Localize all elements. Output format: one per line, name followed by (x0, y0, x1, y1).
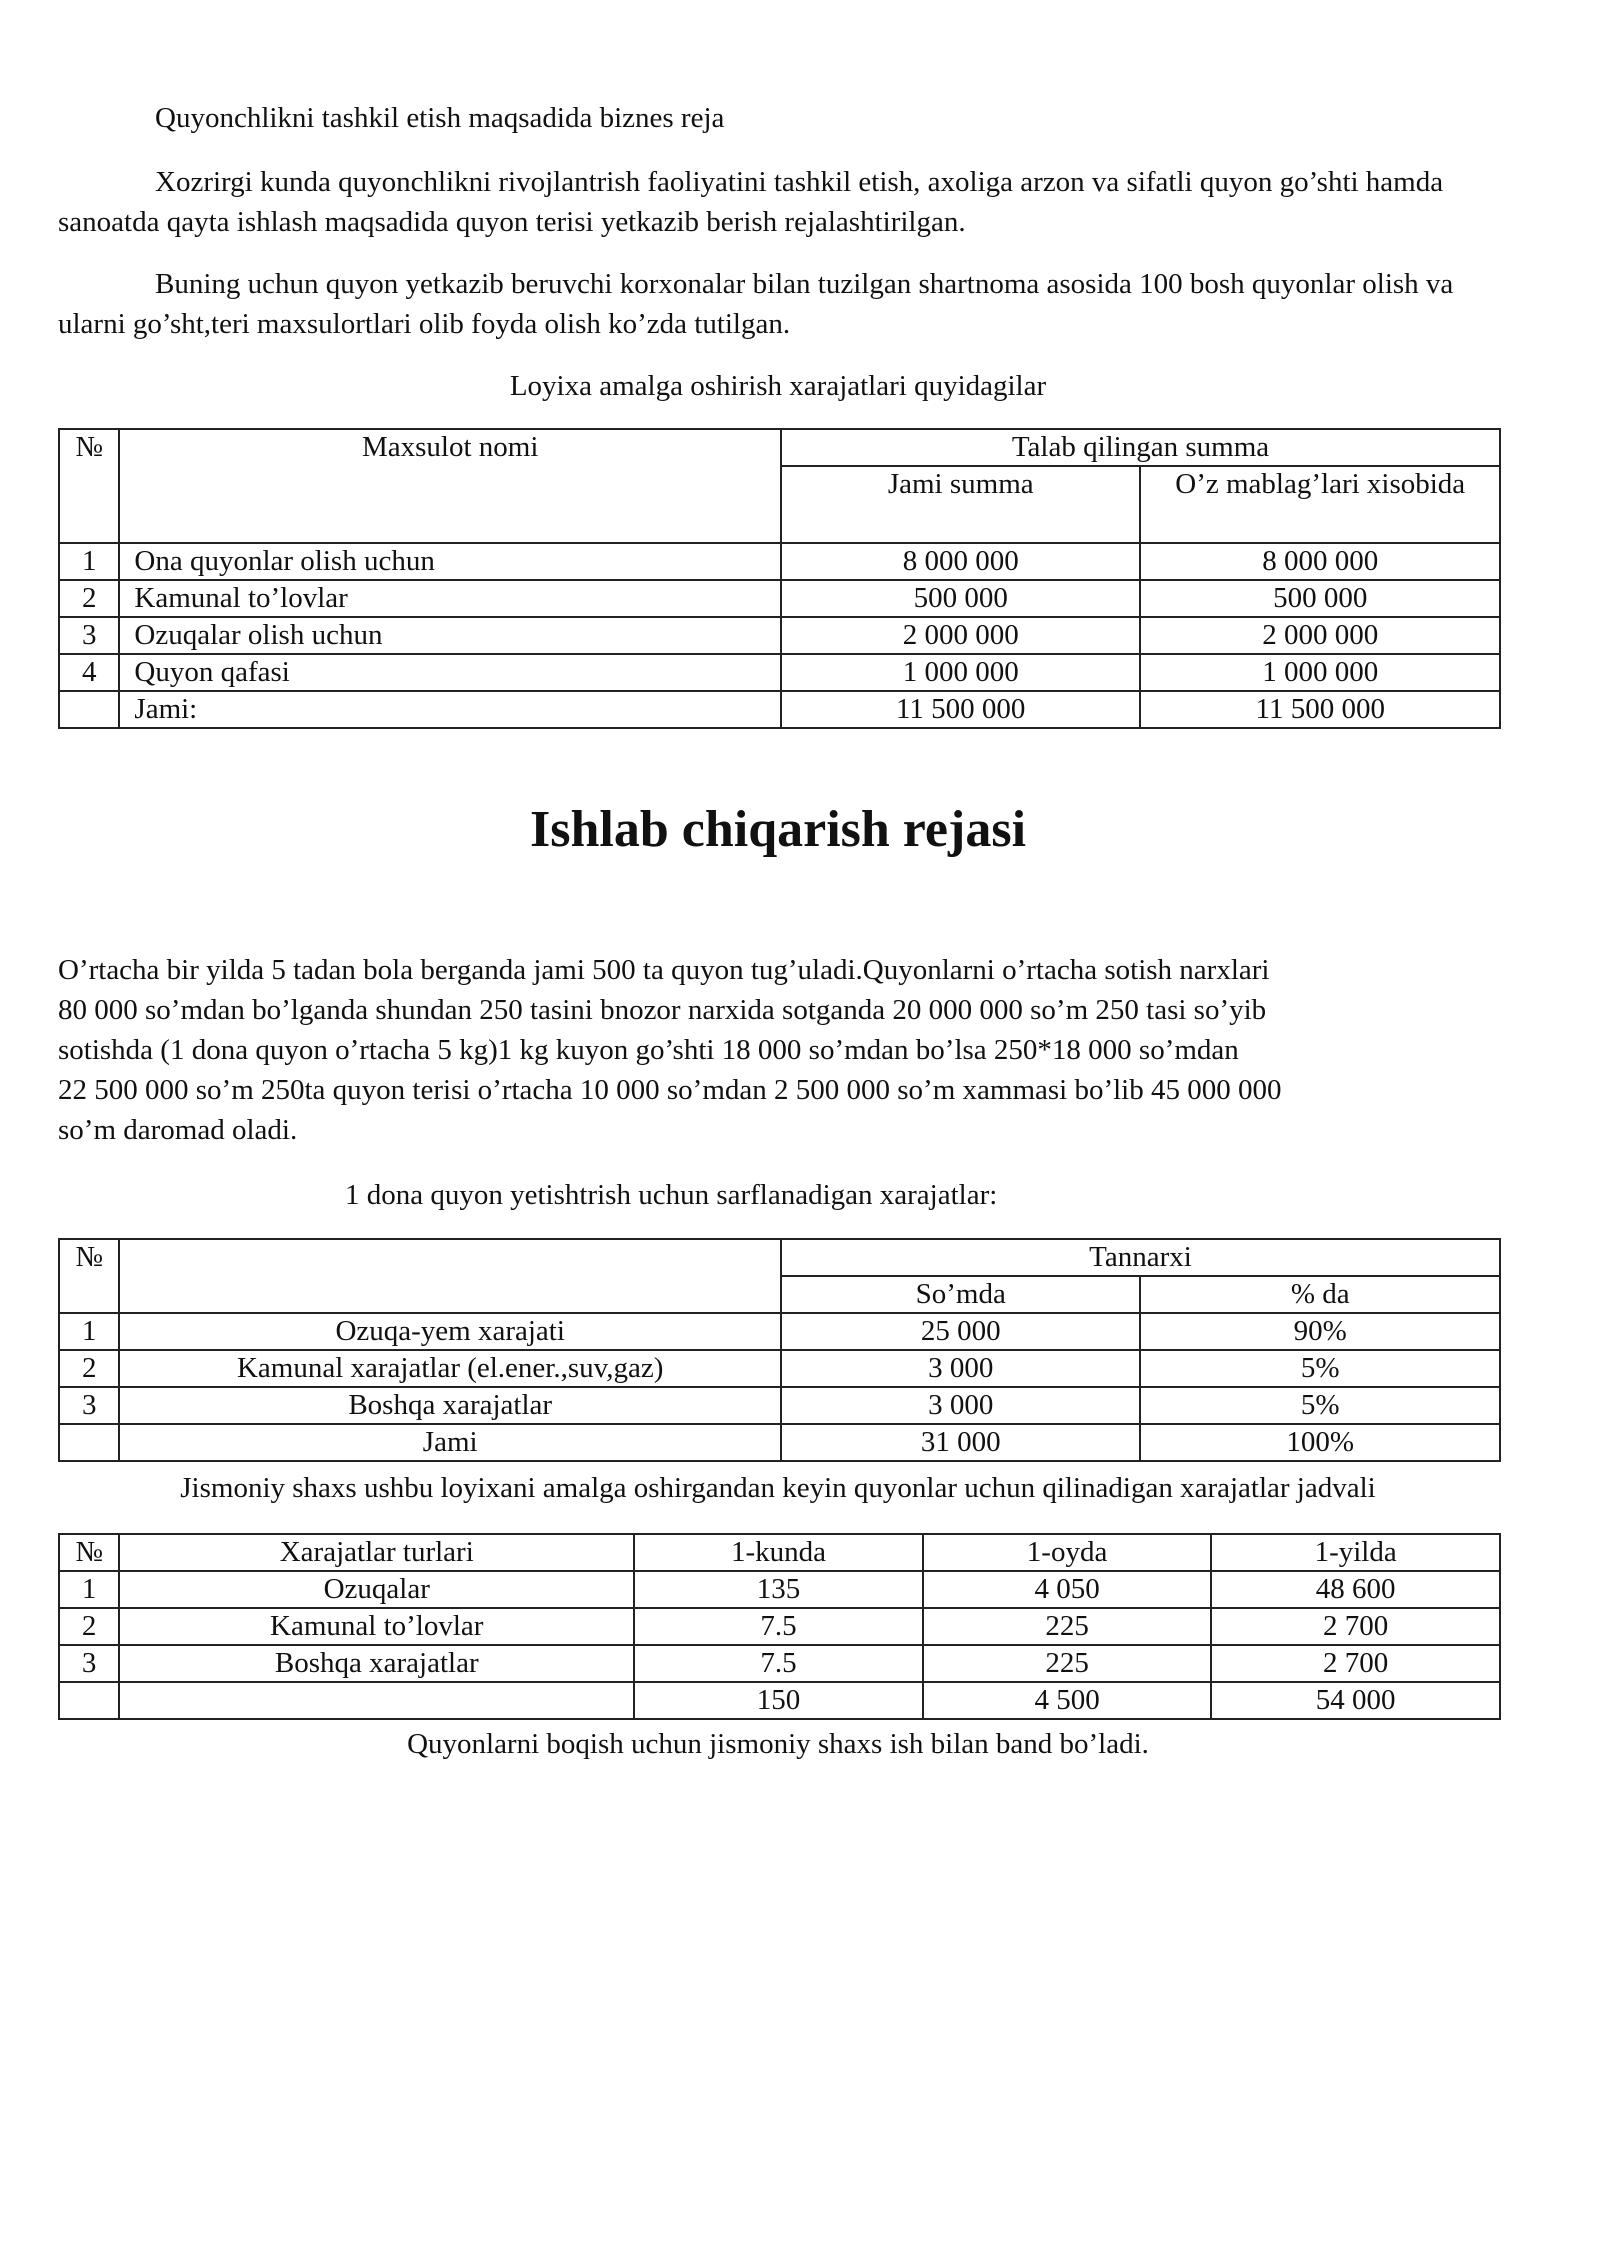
row-number: 1 (59, 1571, 119, 1608)
table1-caption: Loyixa amalga oshirish xarajatlari quyidagilar (509, 370, 1047, 402)
document-title: Quyonchlikni tashkil etish maqsadida biznes reja (155, 102, 725, 134)
row-total: 2 000 000 (781, 617, 1140, 654)
row-month: 4 050 (923, 1571, 1212, 1608)
row-total: 8 000 000 (781, 543, 1140, 580)
header-number: № (59, 1239, 119, 1313)
table-row (59, 1350, 1500, 1387)
row-total: 500 000 (781, 580, 1140, 617)
header-required-sum: Talab qilingan summa (781, 429, 1500, 466)
row-total: 1 000 000 (781, 654, 1140, 691)
row-som: 31 000 (781, 1424, 1140, 1461)
production-line-4: 22 500 000 so’m 250ta quyon terisi o’rtacha 10 000 so’mdan 2 500 000 so’m xammasi bo’lib 45 000 000 (58, 1074, 1282, 1106)
header-per-year: 1-yilda (1211, 1534, 1500, 1571)
table2-caption: 1 dona quyon yetishtrish uchun sarflanadigan xarajatlar: (345, 1179, 998, 1211)
table-row (59, 543, 1500, 580)
row-day: 150 (634, 1682, 923, 1719)
intro-paragraph-2: Buning uchun quyon yetkazib beruvchi korxonalar bilan tuzilgan shartnoma asosida 100 bosh quyonlar olish va ularni go’sht,teri maxsulortlari olib foyda olish ko’zda tutilgan. (58, 268, 1454, 340)
row-type: Ozuqalar (119, 1571, 634, 1608)
table-row (59, 1571, 1500, 1608)
row-number (59, 1424, 119, 1461)
production-line-2: 80 000 so’mdan bo’lganda shundan 250 tasini bnozor narxida sotganda 20 000 000 so’m 250 tasi so’yib (58, 994, 1267, 1026)
section-heading: Ishlab chiqarish rejasi (529, 801, 1027, 858)
closing-line: Quyonlarni boqish uchun jismoniy shaxs ish bilan band bo’ladi. (407, 1728, 1149, 1760)
row-number: 1 (59, 1313, 119, 1350)
row-number: 2 (59, 1608, 119, 1645)
row-year: 2 700 (1211, 1645, 1500, 1682)
table-row (59, 1608, 1500, 1645)
row-item: Ozuqa-yem xarajati (119, 1313, 781, 1350)
row-number: 4 (59, 654, 119, 691)
table-row (59, 1313, 1500, 1350)
table-row (59, 580, 1500, 617)
row-number: 2 (59, 580, 119, 617)
row-product: Jami: (119, 691, 781, 728)
row-product: Ozuqalar olish uchun (119, 617, 781, 654)
row-type (119, 1682, 634, 1719)
row-som: 3 000 (781, 1350, 1140, 1387)
row-year: 54 000 (1211, 1682, 1500, 1719)
row-number: 1 (59, 543, 119, 580)
row-number (59, 1682, 119, 1719)
row-own: 500 000 (1140, 580, 1500, 617)
table-row (59, 1645, 1500, 1682)
row-number (59, 691, 119, 728)
table3-caption: Jismoniy shaxs ushbu loyixani amalga oshirgandan keyin quyonlar uchun qilinadigan xarajatlar jadvali (180, 1472, 1376, 1504)
row-day: 7.5 (634, 1645, 923, 1682)
row-percent: 5% (1140, 1350, 1500, 1387)
row-year: 2 700 (1211, 1608, 1500, 1645)
row-own: 2 000 000 (1140, 617, 1500, 654)
production-line-3: sotishda (1 dona quyon o’rtacha 5 kg)1 kg kuyon go’shti 18 000 so’mdan bo’lsa 250*18 000 so’mdan (58, 1034, 1239, 1066)
row-item: Kamunal xarajatlar (el.ener.,suv,gaz) (119, 1350, 781, 1387)
table-row (59, 617, 1500, 654)
row-total: 11 500 000 (781, 691, 1140, 728)
row-number: 3 (59, 1387, 119, 1424)
row-own: 1 000 000 (1140, 654, 1500, 691)
row-product: Quyon qafasi (119, 654, 781, 691)
header-item-blank (119, 1239, 781, 1313)
table-total-row (59, 1682, 1500, 1719)
header-number: № (59, 429, 119, 543)
header-number: № (59, 1534, 119, 1571)
production-paragraph (58, 950, 1498, 1150)
row-product: Ona quyonlar olish uchun (119, 543, 781, 580)
row-month: 225 (923, 1608, 1212, 1645)
row-own: 11 500 000 (1140, 691, 1500, 728)
header-expense-type: Xarajatlar turlari (119, 1534, 634, 1571)
row-item: Jami (119, 1424, 781, 1461)
row-month: 4 500 (923, 1682, 1212, 1719)
row-number: 2 (59, 1350, 119, 1387)
row-year: 48 600 (1211, 1571, 1500, 1608)
row-own: 8 000 000 (1140, 543, 1500, 580)
project-costs-table (58, 428, 1501, 729)
row-som: 25 000 (781, 1313, 1140, 1350)
row-month: 225 (923, 1645, 1212, 1682)
row-type: Kamunal to’lovlar (119, 1608, 634, 1645)
row-day: 7.5 (634, 1608, 923, 1645)
row-day: 135 (634, 1571, 923, 1608)
header-per-day: 1-kunda (634, 1534, 923, 1571)
header-in-som: So’mda (781, 1276, 1140, 1313)
unit-cost-table (58, 1238, 1501, 1462)
row-percent: 5% (1140, 1387, 1500, 1424)
table-row (59, 1387, 1500, 1424)
table-total-row (59, 691, 1500, 728)
intro-paragraph-1: Xozrirgi kunda quyonchlikni rivojlantrish faoliyatini tashkil etish, axoliga arzon va sifatli quyon go’shti hamda sanoatda qayta ishlash maqsadida quyon terisi yetkazib berish rejalashtirilgan. (58, 166, 1444, 238)
header-total-sum: Jami summa (781, 466, 1140, 543)
header-in-percent: % da (1140, 1276, 1500, 1313)
row-product: Kamunal to’lovlar (119, 580, 781, 617)
expenses-table (58, 1533, 1501, 1720)
header-per-month: 1-oyda (923, 1534, 1212, 1571)
row-percent: 100% (1140, 1424, 1500, 1461)
row-percent: 90% (1140, 1313, 1500, 1350)
row-som: 3 000 (781, 1387, 1140, 1424)
header-cost-price: Tannarxi (781, 1239, 1500, 1276)
row-item: Boshqa xarajatlar (119, 1387, 781, 1424)
production-line-5: so’m daromad oladi. (58, 1114, 298, 1146)
table-row (59, 654, 1500, 691)
header-product-name: Maxsulot nomi (119, 429, 781, 543)
row-type: Boshqa xarajatlar (119, 1645, 634, 1682)
production-line-1: O’rtacha bir yilda 5 tadan bola berganda jami 500 ta quyon tug’uladi.Quyonlarni o’rtacha sotish narxlari (58, 954, 1270, 986)
row-number: 3 (59, 1645, 119, 1682)
header-own-funds: O’z mablag’lari xisobida (1140, 466, 1500, 543)
table-total-row (59, 1424, 1500, 1461)
row-number: 3 (59, 617, 119, 654)
